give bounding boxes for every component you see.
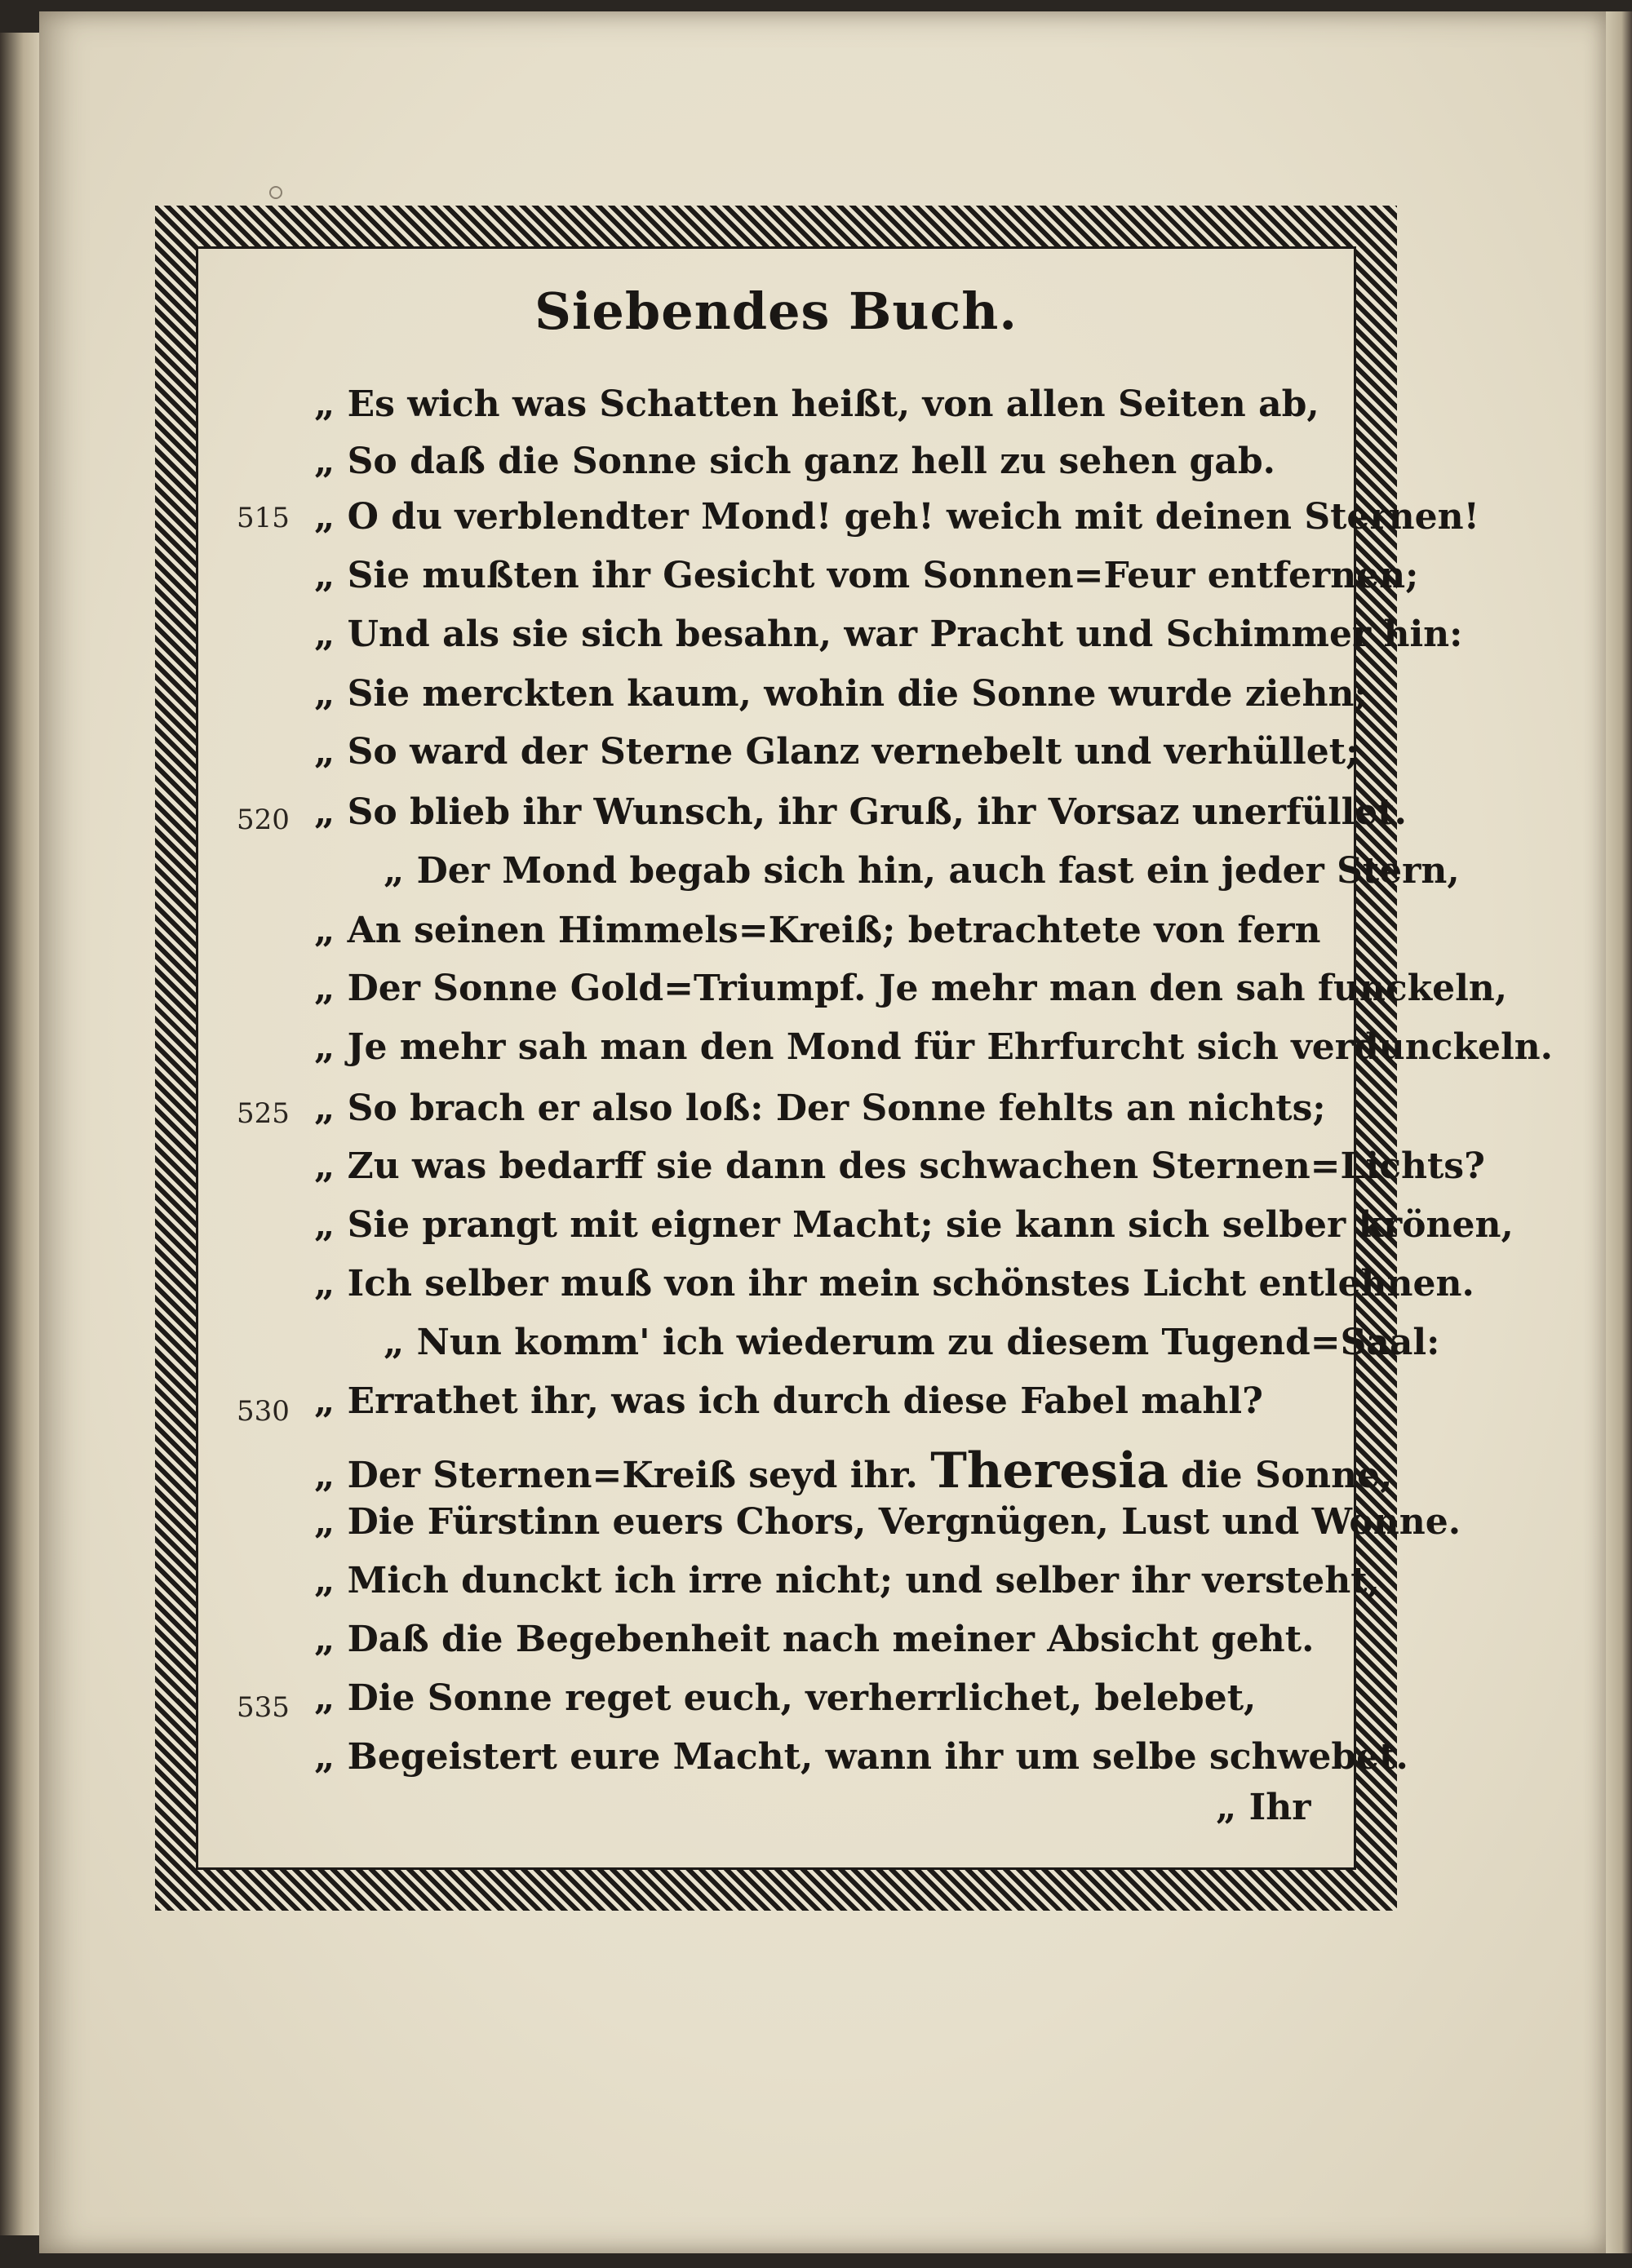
line-number: 525 xyxy=(237,1097,290,1130)
verse-line: „ Nun komm' ich wiederum zu diesem Tugend=Saal: xyxy=(384,1322,1440,1363)
theresia-emphasis: Theresia xyxy=(930,1442,1169,1499)
line-number: 515 xyxy=(237,502,290,534)
verse-line: „ So ward der Sterne Glanz vernebelt und verhüllet; xyxy=(314,731,1359,773)
verse-line: „ Sie prangt mit eigner Macht; sie kann sich selber krönen, xyxy=(314,1204,1514,1246)
verse-line: „ Errathet ihr, was ich durch diese Fabel mahl? xyxy=(314,1380,1263,1422)
verse-line xyxy=(314,1442,1392,1499)
verse-line: „ O du verblendter Mond! geh! weich mit deinen Sternen! xyxy=(314,496,1479,538)
verse-line: „ Begeistert eure Macht, wann ihr um selbe schwebet. xyxy=(314,1736,1408,1778)
verse-line: „ Der Sonne Gold=Triumpf. Je mehr man den sah funckeln, xyxy=(314,968,1508,1009)
verse-line: „ Daß die Begebenheit nach meiner Absicht geht. xyxy=(314,1619,1315,1660)
verse-line: „ Je mehr sah man den Mond für Ehrfurcht sich verdunckeln. xyxy=(314,1026,1553,1068)
line-number: 535 xyxy=(237,1691,290,1724)
line-number: 520 xyxy=(237,804,290,836)
verse-line: „ Die Fürstinn euers Chors, Vergnügen, Lust und Wonne. xyxy=(314,1501,1461,1543)
right-page-edge xyxy=(1606,11,1632,2253)
verse-line: „ Zu was bedarff sie dann des schwachen Sternen=Lichts? xyxy=(314,1145,1485,1187)
verse-line: „ An seinen Himmels=Kreiß; betrachtete von fern xyxy=(314,910,1321,951)
verse-line: „ So blieb ihr Wunsch, ihr Gruß, ihr Vorsaz unerfüllet. xyxy=(314,791,1407,833)
verse-text: „ Der Sternen=Kreiß seyd ihr. xyxy=(314,1455,931,1496)
verse-line: „ So brach er also loß: Der Sonne fehlts an nichts; xyxy=(314,1087,1326,1129)
left-page-edge xyxy=(0,33,42,2235)
line-number: 530 xyxy=(237,1395,290,1428)
verse-text: die Sonne, xyxy=(1168,1455,1393,1496)
paper-spot xyxy=(269,186,282,199)
catchword: „ Ihr xyxy=(1216,1787,1311,1828)
verse-line: „ Sie mußten ihr Gesicht vom Sonnen=Feur entfernen; xyxy=(314,555,1419,596)
verse-line: „ Die Sonne reget euch, verherrlichet, belebet, xyxy=(314,1677,1257,1719)
verse-line: „ Der Mond begab sich hin, auch fast ein jeder Stern, xyxy=(384,850,1460,892)
verse-line: „ Sie merckten kaum, wohin die Sonne wurde ziehn; xyxy=(314,673,1368,715)
verse-line: „ Mich dunckt ich irre nicht; und selber ihr versteht, xyxy=(314,1560,1380,1601)
page-title: Siebendes Buch. xyxy=(534,281,1018,341)
verse-line: „ Es wich was Schatten heißt, von allen Seiten ab, xyxy=(314,383,1319,425)
verse-line: „ Und als sie sich besahn, war Pracht und Schimmer hin: xyxy=(314,614,1463,655)
verse-line: „ So daß die Sonne sich ganz hell zu sehen gab. xyxy=(314,441,1275,482)
verse-line: „ Ich selber muß von ihr mein schönstes Licht entlehnen. xyxy=(314,1263,1475,1305)
